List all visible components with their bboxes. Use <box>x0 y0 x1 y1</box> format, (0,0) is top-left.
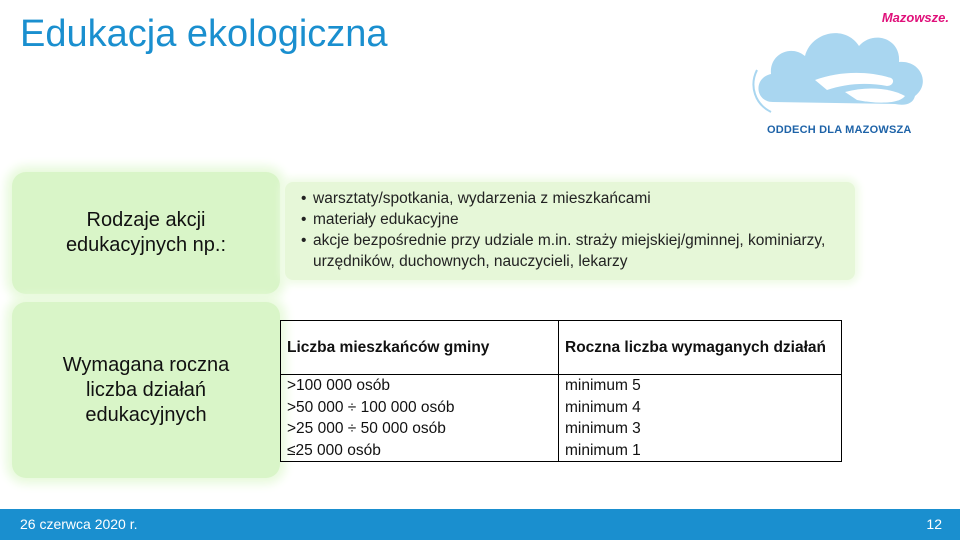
actions-label <box>12 172 280 294</box>
actions-column <box>559 375 842 462</box>
table-cell: minimum 5 <box>565 377 641 394</box>
table-cell: minimum 3 <box>565 420 641 437</box>
header-population: Liczba mieszkańców gminy <box>281 321 559 375</box>
actions-label-text: Rodzaje akcji edukacyjnych np.: <box>65 209 227 256</box>
table-cell: minimum 4 <box>565 398 641 416</box>
table-header-row <box>281 321 842 375</box>
oddech-dla-mazowsza-logo <box>745 4 955 139</box>
table-cell: minimum 1 <box>565 441 641 459</box>
requirements-table <box>280 320 842 462</box>
table-cell: ≤25 000 osób <box>287 441 381 459</box>
footer-date: 26 czerwca 2020 r. <box>20 516 138 532</box>
table-cell: >50 000 ÷ 100 000 osób <box>287 398 455 416</box>
actions-list <box>285 182 855 280</box>
table-cell: >25 000 ÷ 50 000 osób <box>287 420 446 437</box>
header-actions: Roczna liczba wymaganych działań <box>559 321 842 375</box>
table-row <box>281 375 842 462</box>
page-number: 12 <box>926 516 942 532</box>
logo-tagline: ODDECH DLA MAZOWSZA <box>767 124 912 136</box>
slide-title: Edukacja ekologiczna <box>20 13 388 55</box>
required-label <box>12 302 280 478</box>
list-item: • akcje bezpośrednie przy udziale m.in. straży miejskiej/gminnej, kominiarzy, urzędników, duchownych, nauczycieli, lekarzy <box>303 230 843 272</box>
mazowsze-brand: Mazowsze. <box>881 10 949 25</box>
list-item: • warsztaty/spotkania, wydarzenia z mieszkańcami <box>303 188 843 209</box>
table-cell: >100 000 osób <box>287 377 390 394</box>
list-item: • materiały edukacyjne <box>303 209 843 230</box>
required-label-text: Wymagana roczna liczba działań edukacyjnych <box>62 353 230 426</box>
footer-bar <box>0 509 960 540</box>
population-column <box>281 375 559 462</box>
